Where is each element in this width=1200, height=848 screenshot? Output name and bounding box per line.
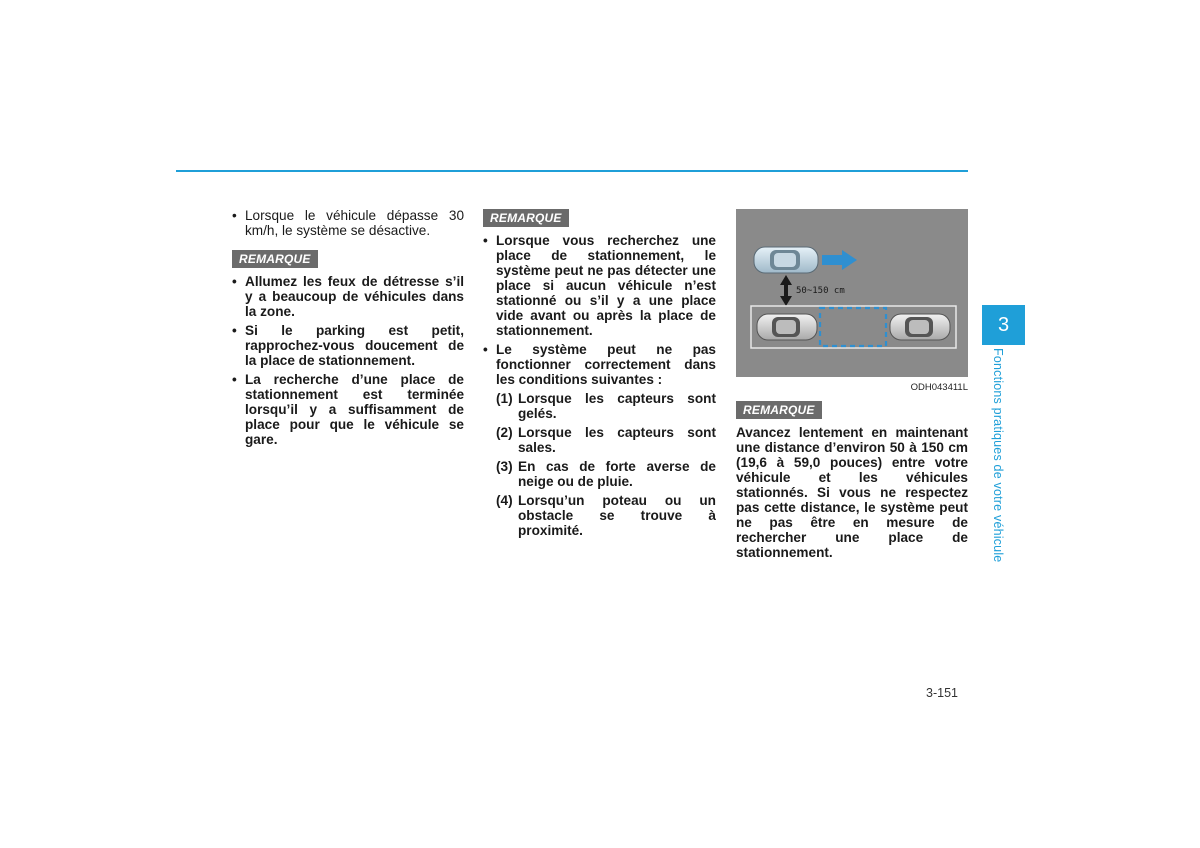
page-number: 3-151 xyxy=(926,686,958,700)
intro-text: Lorsque le véhicule dépasse 30 km/h, le système se désactive. xyxy=(245,208,464,238)
list-item: • La recherche d’une place de stationnement est terminée lorsqu’il y a suffisamment de place pour que le véhicule se gare. xyxy=(232,372,464,447)
note-header xyxy=(483,209,716,227)
numbered-item: (4) Lorsqu’un poteau ou un obstacle se trouve à proximité. xyxy=(496,493,716,538)
note-badge: REMARQUE xyxy=(736,401,822,419)
note-badge: REMARQUE xyxy=(483,209,569,227)
parked-car-icon xyxy=(890,314,950,340)
arrow-right-icon xyxy=(822,250,857,270)
column-1 xyxy=(232,208,464,451)
header-rule xyxy=(176,170,968,172)
numbered-item: (3) En cas de forte averse de neige ou de pluie. xyxy=(496,459,716,489)
parking-diagram-svg xyxy=(736,209,968,377)
list-item: • Allumez les feux de détresse s’il y a beaucoup de véhicules dans la zone. xyxy=(232,274,464,319)
chapter-title: Fonctions pratiques de votre véhicule xyxy=(991,348,1005,563)
parked-car-icon xyxy=(757,314,817,340)
chapter-tab: 3 xyxy=(982,305,1025,345)
empty-space-outline xyxy=(820,308,886,346)
list-item: • Le système peut ne pas fonctionner correctement dans les conditions suivantes : xyxy=(483,342,716,387)
column-2 xyxy=(483,209,716,542)
figure-code: ODH043411L xyxy=(910,382,968,393)
distance-label: 50~150 cm xyxy=(796,286,845,296)
note-header xyxy=(232,250,464,268)
column-3 xyxy=(736,209,968,560)
numbered-list xyxy=(483,391,716,538)
parking-illustration xyxy=(736,209,968,377)
list-item: • Lorsque vous recherchez une place de stationnement, le système peut ne pas détecter une place si aucun véhicule n’est stationné ou s’il y a une place vide avant ou après la place de stationnement. xyxy=(483,233,716,338)
note-badge: REMARQUE xyxy=(232,250,318,268)
numbered-item: (1) Lorsque les capteurs sont gelés. xyxy=(496,391,716,421)
numbered-item: (2) Lorsque les capteurs sont sales. xyxy=(496,425,716,455)
note-header xyxy=(736,401,968,419)
moving-car-icon xyxy=(754,247,818,273)
note-text: Avancez lentement en maintenant une distance d’environ 50 à 150 cm (19,6 à 59,0 pouces) entre votre véhicule et les véhicules stationnés. Si vous ne respectez pas cette distance, le système peut ne pas être en mesure de rechercher une place de stationnement. xyxy=(736,425,968,560)
distance-arrow-icon xyxy=(780,275,792,306)
intro-bullet: • Lorsque le véhicule dépasse 30 km/h, le système se désactive. xyxy=(232,208,464,238)
list-item: • Si le parking est petit, rapprochez-vous doucement de la place de stationnement. xyxy=(232,323,464,368)
